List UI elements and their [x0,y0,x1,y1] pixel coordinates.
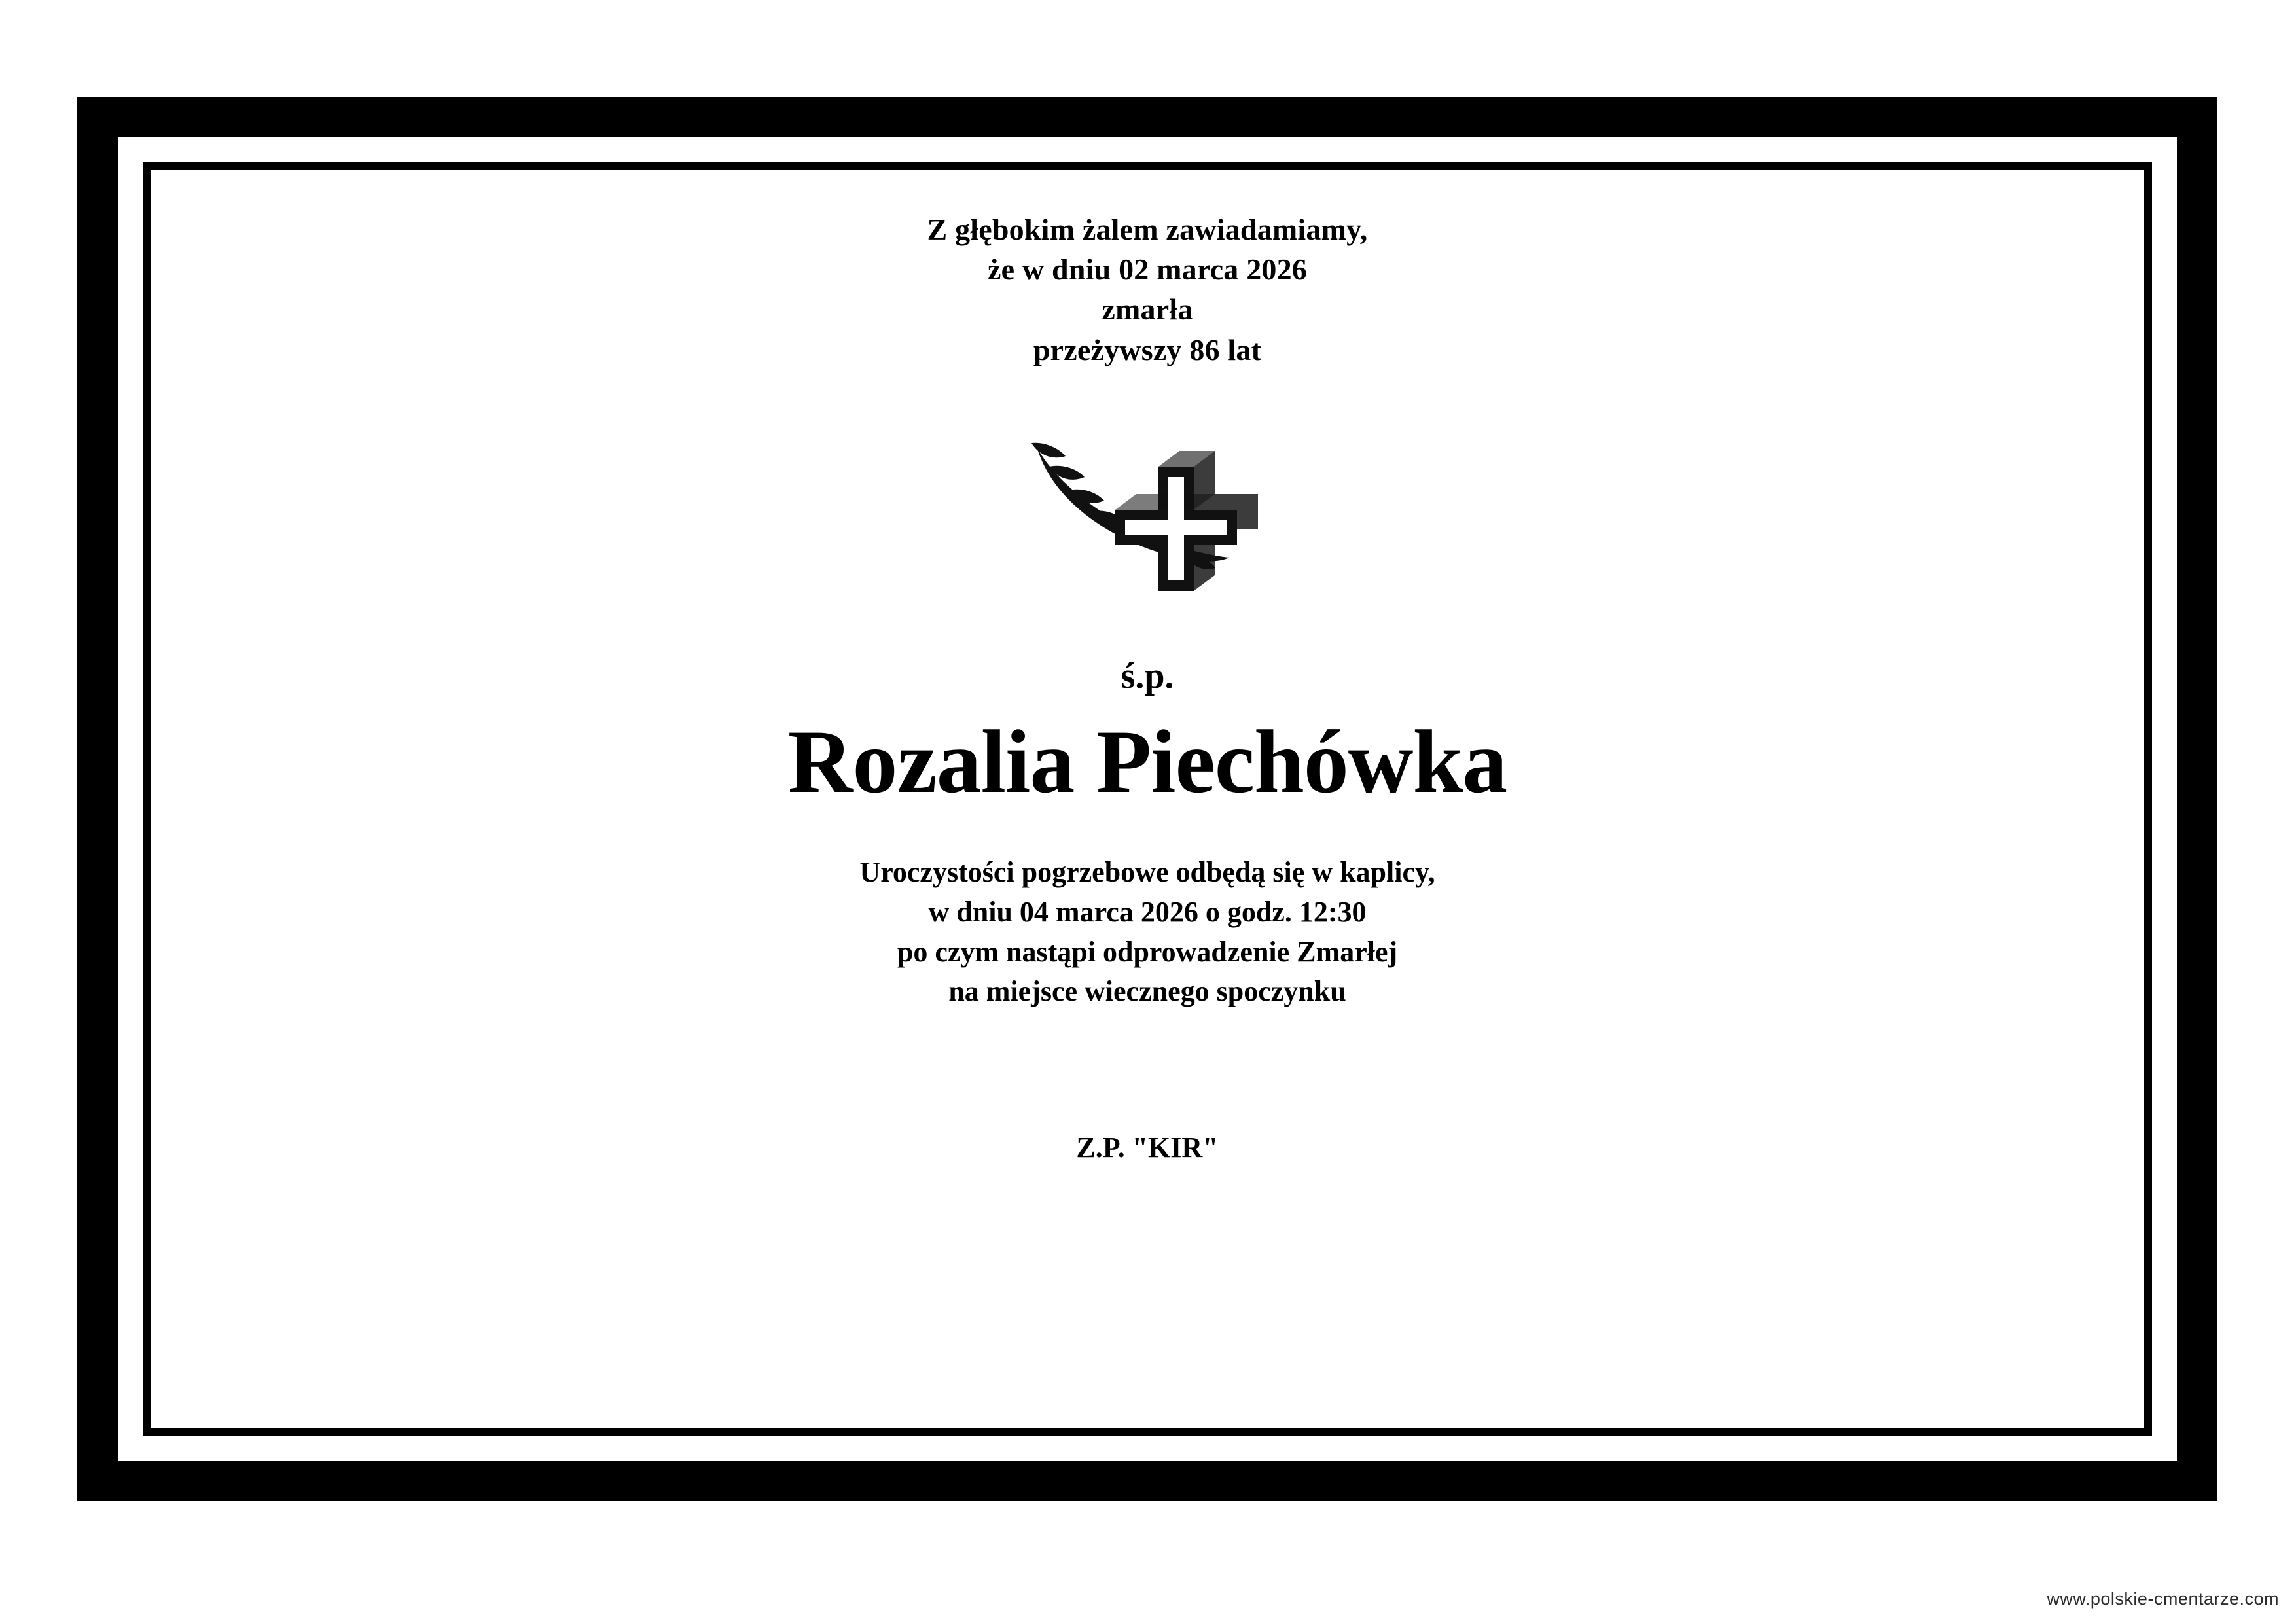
intro-line-3: zmarła [1102,293,1193,327]
cross-with-laurel-branch-icon [151,430,2144,607]
ceremony-line-1: Uroczystości pogrzebowe odbędą się w kaplicy, [859,856,1435,889]
frame-inner-border [143,162,2152,1436]
obituary-notice [151,170,2144,1428]
intro-line-2: że w dniu 02 marca 2026 [987,253,1307,287]
intro-line-1: Z głębokim żalem zawiadamiamy, [927,213,1368,246]
announcement-intro [151,209,2144,370]
ceremony-line-3: po czym nastąpi odprowadzenie Zmarłej [897,935,1398,968]
honorific-label: ś.p. [1121,655,1174,696]
frame-white-gap [118,137,2177,1461]
funeral-provider: Z.P. "KIR" [1076,1132,1219,1164]
obituary-frame [77,97,2217,1501]
website-watermark: www.polskie-cmentarze.com [2041,1587,2284,1611]
intro-line-4: przeżywszy 86 lat [1033,332,1262,366]
ceremony-details [151,853,2144,1012]
deceased-name: Rozalia Piechówka [787,711,1507,812]
ceremony-line-4: na miejsce wiecznego spoczynku [948,975,1346,1008]
ceremony-line-2: w dniu 04 marca 2026 o godz. 12:30 [928,895,1367,928]
